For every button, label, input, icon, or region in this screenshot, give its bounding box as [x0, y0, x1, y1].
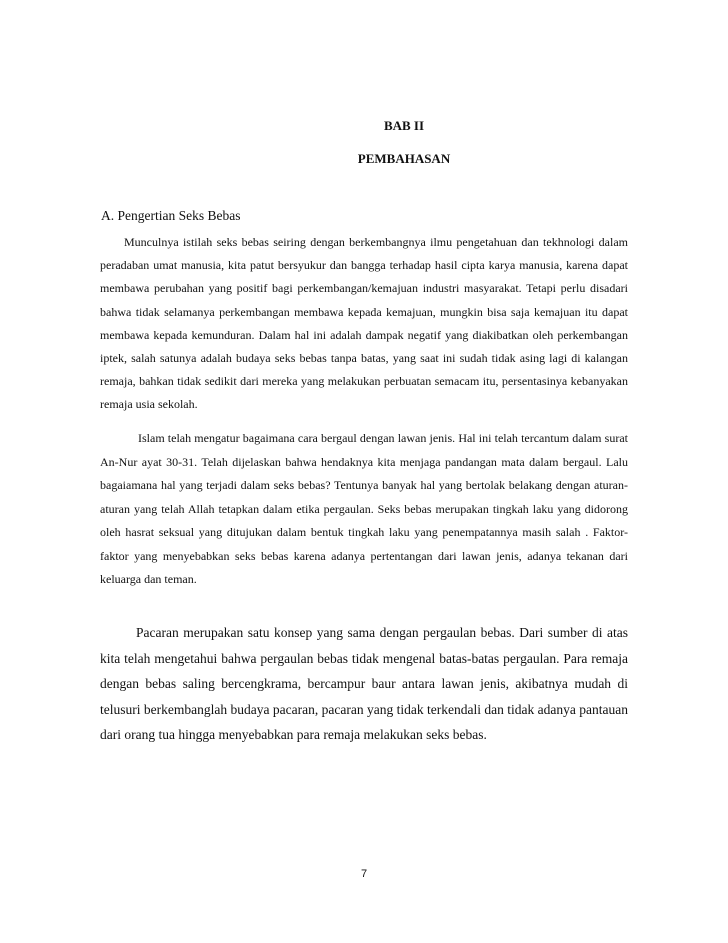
paragraph-1: [100, 231, 628, 417]
chapter-number: BAB II: [383, 118, 425, 133]
chapter-title: PEMBAHASAN: [357, 151, 451, 166]
page-number: 7: [360, 868, 368, 880]
paragraph-2-text: Islam telah mengatur bagaimana cara bergaul dengan lawan jenis. Hal ini telah tercantum dalam surat An-Nur ayat 30-31. Telah dijelaskan bahwa hendaknya kita menjaga pandangan mata dalam bergaul. Lalu bagaiamana hal yang terjadi dalam seks bebas? Tentunya banyak hal yang bertolak belakang dengan aturan-aturan yang telah Allah tetapkan dalam etika pergaulan. Seks bebas merupakan tingkah laku yang didorong oleh hasrat seksual yang ditujukan dalam bentuk tingkah laku yang penempatannya masih salah . Faktor-faktor yang menyebabkan seks bebas karena adanya pertentangan dari lawan jenis, adanya tekanan dari keluarga dan teman.: [100, 431, 628, 586]
paragraph-3-text: Pacaran merupakan satu konsep yang sama dengan pergaulan bebas. Dari sumber di atas kita telah mengetahui bahwa pergaulan bebas tidak mengenal batas-batas pergaulan. Para remaja dengan bebas saling bercengkrama, bercampur baur antara lawan jenis, akibatnya mudah di telusuri berkembanglah budaya pacaran, pacaran yang tidak terkendali dan tidak adanya pantauan dari orang tua hingga menyebabkan para remaja melakukan seks bebas.: [100, 625, 628, 742]
section-heading: A. Pengertian Seks Bebas: [101, 208, 241, 223]
paragraph-1-text: Munculnya istilah seks bebas seiring dengan berkembangnya ilmu pengetahuan dan tekhnologi dalam peradaban umat manusia, kita patut bersyukur dan bangga terhadap hasil cipta karya manusia, karena dapat membawa perubahan yang positif bagi perkembangan/kemajuan industri masyarakat. Tetapi perlu disadari bahwa tidak selamanya perkembangan membawa kepada kemajuan, mungkin bisa saja kemajuan itu dapat membawa kepada kemunduran. Dalam hal ini adalah dampak negatif yang diakibatkan oleh perkembangan iptek, salah satunya adalah budaya seks bebas tanpa batas, yang saat ini sudah tidak asing lagi di kalangan remaja, bahkan tidak sedikit dari mereka yang melakukan perbuatan semacam itu, persentasinya kebanyakan remaja usia sekolah.: [100, 235, 628, 412]
paragraph-3: [100, 620, 628, 748]
paragraph-2: [100, 427, 628, 592]
